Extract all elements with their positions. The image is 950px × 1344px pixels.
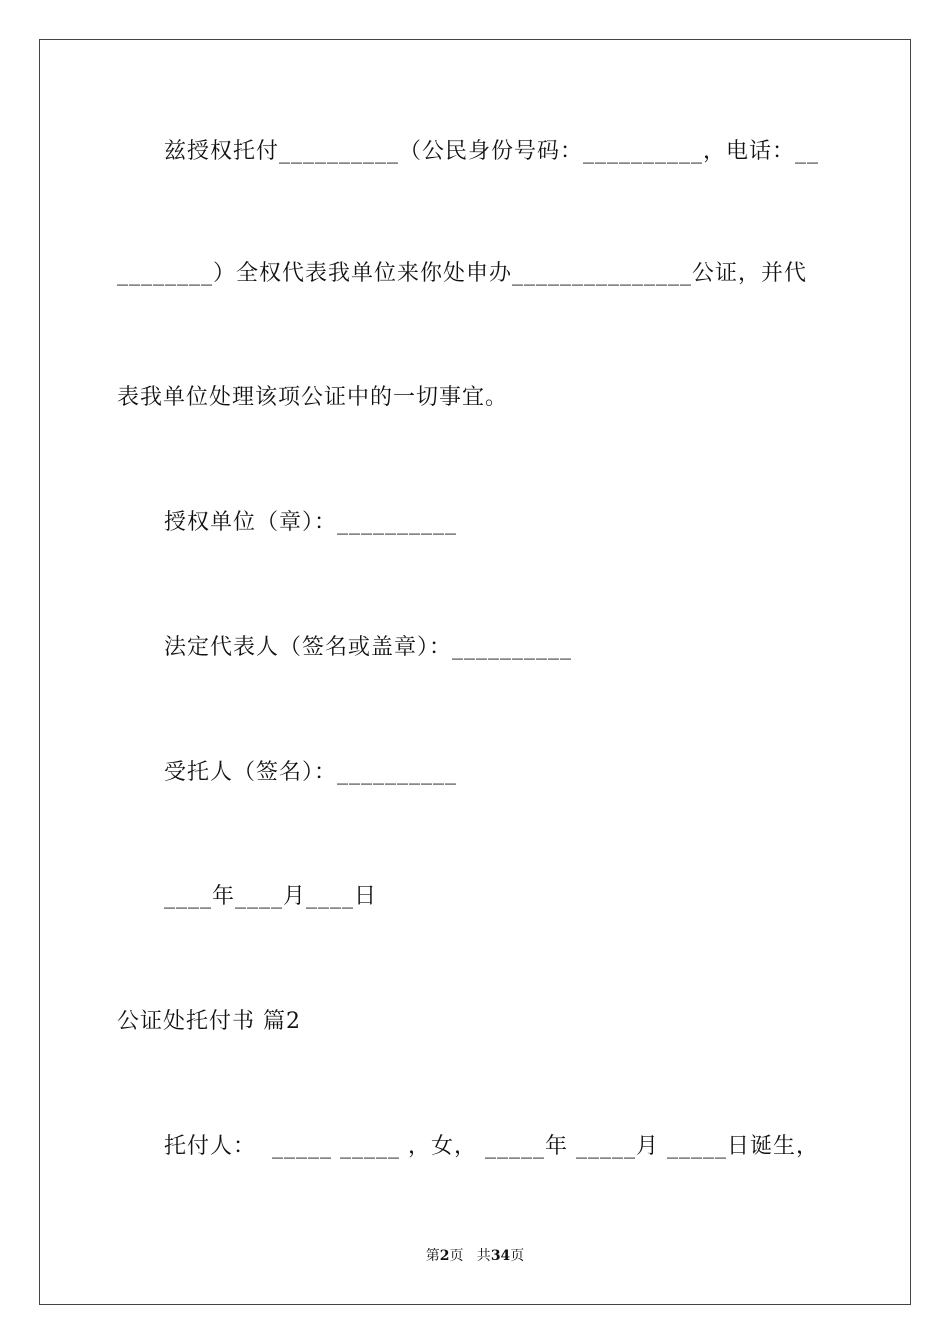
authorization-line-3: 表我单位处理该项公证中的一切事宜。 <box>117 385 509 410</box>
footer-prefix: 第 <box>425 1248 440 1264</box>
authorizing-unit-line: 授权单位（章）：__________ <box>164 510 458 535</box>
page-footer <box>0 1246 950 1266</box>
footer-suffix: 页 <box>510 1248 525 1264</box>
footer-total-pages: 34 <box>490 1248 511 1264</box>
legal-representative-line: 法定代表人（签名或盖章）：__________ <box>164 635 573 660</box>
authorization-line-1: 兹授权托付__________（公民身份号码：__________，电话：__ <box>164 139 820 164</box>
principal-line: 托付人： _____ _____ ，女， _____年 _____月 _____日诞生， <box>164 1134 819 1159</box>
trustee-line: 受托人（签名）：__________ <box>164 760 458 785</box>
page-border <box>39 39 911 1305</box>
date-line: ____年____月____日 <box>164 884 378 909</box>
footer-mid: 页 共 <box>449 1248 491 1264</box>
section-heading: 公证处托付书 篇2 <box>117 1009 301 1034</box>
footer-page-number: 2 <box>439 1248 450 1264</box>
authorization-line-2: ________）全权代表我单位来你处申办_______________公证，并代 <box>117 261 808 286</box>
